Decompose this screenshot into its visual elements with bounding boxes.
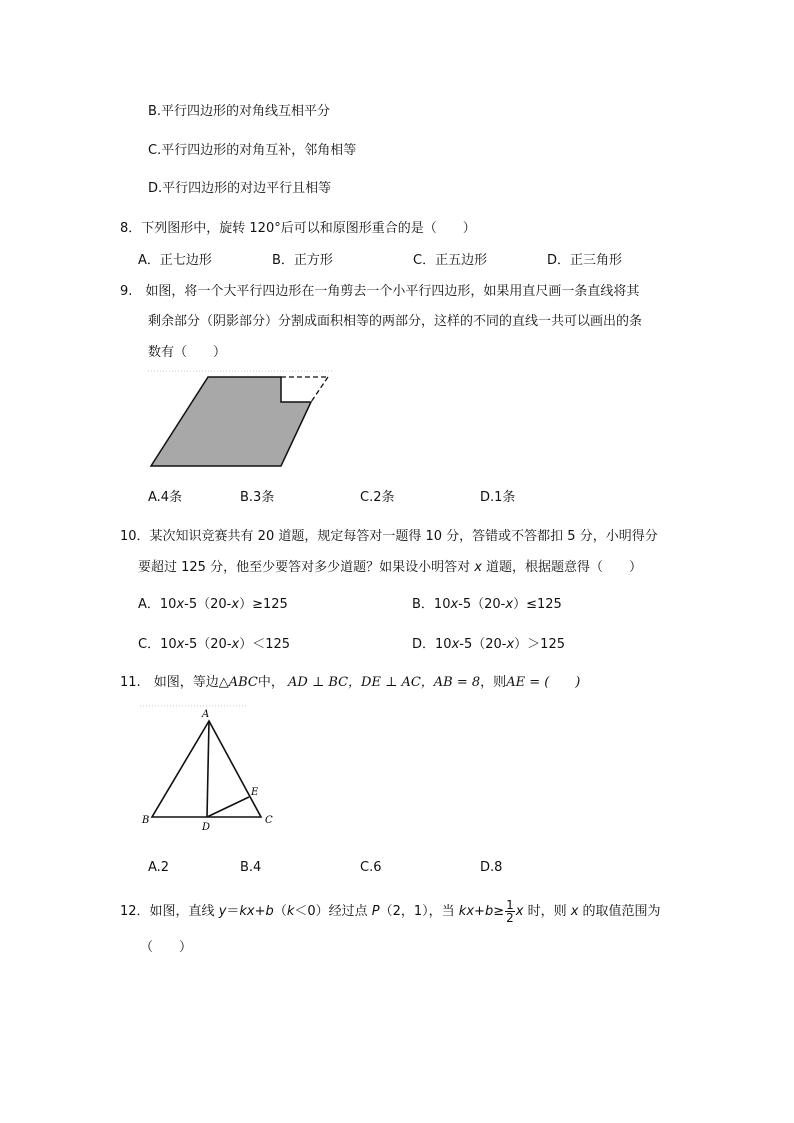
q10-option-d: D．10x-5（20-x）＞125: [412, 637, 565, 652]
q11-stem: 11. 如图，等边△ABC中， AD ⊥ BC，DE ⊥ AC，AB = 8，则AE = ( ): [120, 675, 581, 690]
q11-option-a: A.2: [148, 860, 170, 875]
q12-stem: 12．如图，直线 y＝kx+b（k＜0）经过点 P（2，1），当 kx+b≥ $\frac{1}{2}$ x 时，则 x 的取值范围为: [120, 898, 661, 925]
q9-stem-line1: 9. 如图，将一个大平行四边形在一角剪去一个小平行四边形，如果用直尺画一条直线将其: [120, 284, 640, 299]
q7-option-c: C.平行四边形的对角互补，邻角相等: [148, 143, 357, 158]
q8-option-d: D．正三角形: [547, 253, 623, 268]
q10-stem-line1: 10．某次知识竞赛共有 20 道题，规定每答对一题得 10 分，答错或不答都扣 5 分，小明得分: [120, 529, 658, 544]
q9-parallelogram-figure: [145, 368, 335, 472]
q9-option-d: D.1条: [480, 490, 516, 505]
label-c: C: [265, 815, 273, 826]
q7-option-d: D.平行四边形的对边平行且相等: [148, 181, 332, 196]
q11-option-d: D.8: [480, 860, 503, 875]
q10-stem-line2: 要超过 125 分，他至少要答对多少道题？如果设小明答对 x 道题，根据题意得（ ）: [138, 560, 643, 575]
shaded-region: [151, 377, 311, 466]
label-b: B: [142, 815, 150, 826]
q11-option-c: C.6: [360, 860, 382, 875]
q7-option-b: B.平行四边形的对角线互相平分: [148, 104, 331, 119]
q8-option-c: C．正五边形: [413, 253, 488, 268]
fraction-one-half: $\frac{1}{2}$: [506, 898, 514, 925]
label-e: E: [251, 787, 259, 798]
q10-option-a: A．10x-5（20-x）≥125: [138, 597, 288, 612]
q8-option-b: B．正方形: [272, 253, 333, 268]
q10-option-c: C．10x-5（20-x）＜125: [138, 637, 291, 652]
q11-triangle-figure: [138, 703, 278, 831]
q12-answer-blank: （ ）: [140, 940, 193, 955]
q8-option-a: A．正七边形: [138, 253, 212, 268]
q9-stem-line3: 数有（ ）: [148, 345, 227, 360]
q9-stem-line2: 剩余部分（阴影部分）分割成面积相等的两部分，这样的不同的直线一共可以画出的条: [148, 314, 643, 329]
q11-option-b: B.4: [240, 860, 262, 875]
cut-dashed-side: [311, 377, 328, 402]
q9-option-a: A.4条: [148, 490, 183, 505]
q9-option-c: C.2条: [360, 490, 395, 505]
q8-stem: 8．下列图形中，旋转 120°后可以和原图形重合的是（ ）: [120, 221, 476, 236]
label-d: D: [202, 822, 211, 833]
segment-ad: [207, 721, 209, 817]
label-a: A: [202, 709, 210, 720]
segment-de: [207, 797, 249, 817]
q9-option-b: B.3条: [240, 490, 275, 505]
q10-option-b: B．10x-5（20-x）≤125: [412, 597, 562, 612]
